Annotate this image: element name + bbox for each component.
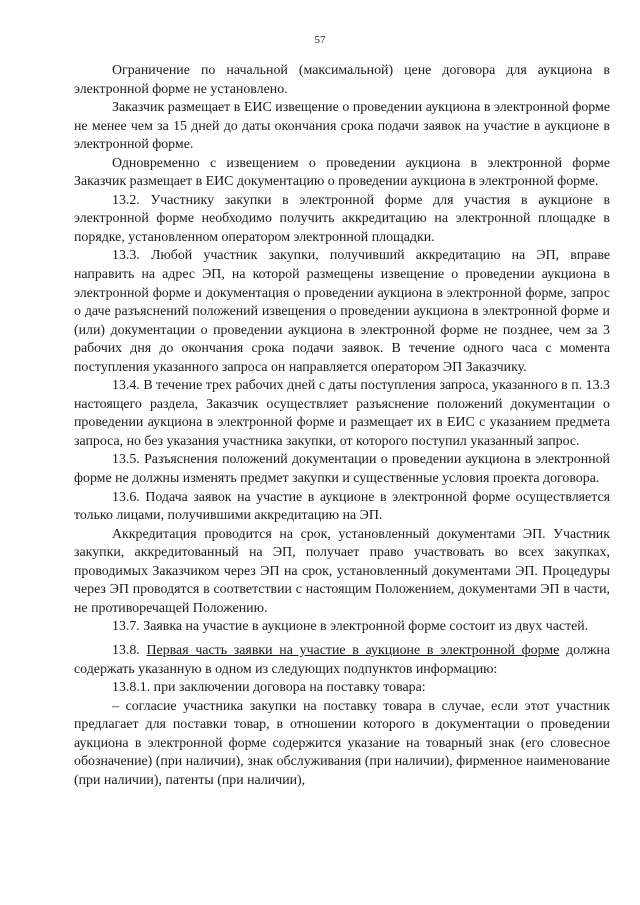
paragraph-documentation: Одновременно с извещением о проведении аукциона в электронной форме Заказчик размещает в ЕИС документацию о проведении аукциона в электронной форме.: [74, 155, 610, 190]
paragraph-accreditation: Аккредитация проводится на срок, установленный документами ЭП. Участник закупки, аккредитованный на ЭП, получает право участвовать во всех закупках, проводимых Заказчиком через ЭП на срок, установленный документами ЭП. Процедуры через ЭП проводятся в соответствии с настоящим Положением, документами ЭП в части, не противоречащей Положению.: [74, 526, 610, 616]
document-body: [74, 62, 610, 790]
paragraph-13-3: 13.3. Любой участник закупки, получивший аккредитацию на ЭП, вправе направить на адрес ЭП, на которой размещены извещение о проведении аукциона в электронной форме и документация о проведении аукциона в электронной форме, запрос о даче разъяснений положений извещения о проведении аукциона в электронной форме и (или) документации о проведении аукциона в электронной форме не позднее, чем за 3 рабочих дня до окончания срока подачи заявок. В течение одного часа с момента поступления указанного запроса он направляется оператором ЭП Заказчику.: [74, 248, 610, 375]
paragraph-notice-deadline: Заказчик размещает в ЕИС извещение о проведении аукциона в электронной форме не менее чем за 15 дней до даты окончания срока подачи заявок на участие в аукционе в электронной форме.: [74, 100, 610, 153]
paragraph-price-limit: Ограничение по начальной (максимальной) цене договора для аукциона в электронной форме не установлено.: [74, 63, 610, 97]
paragraph-13-2: 13.2. Участнику закупки в электронной форме для участия в аукционе в электронной форме необходимо получить аккредитацию на электронной площадке в порядке, установленном оператором электронной площадки.: [74, 192, 610, 245]
paragraph-13-4: 13.4. В течение трех рабочих дней с даты поступления запроса, указанного в п. 13.3 настоящего раздела, Заказчик осуществляет разъяснение положений документации о проведении аукциона в электронной форме и размещает их в ЕИС с указанием предмета запроса, но без указания участника закупки, от которого поступил указанный запрос.: [74, 378, 610, 449]
paragraph-13-8-underlined: Первая часть заявки на участие в аукционе в электронной форме: [146, 642, 560, 658]
paragraph-13-8: [74, 642, 610, 679]
page-number: 57: [314, 34, 326, 46]
paragraph-13-8-number: 13.8.: [112, 642, 147, 658]
paragraph-13-7: 13.7. Заявка на участие в аукционе в электронной форме состоит из двух частей.: [112, 619, 589, 635]
paragraph-13-6: 13.6. Подача заявок на участие в аукционе в электронной форме осуществляется только лицами, получившими аккредитацию на ЭП.: [74, 489, 610, 524]
paragraph-13-8-1: 13.8.1. при заключении договора на поставку товара:: [112, 680, 426, 696]
paragraph-13-5: 13.5. Разъяснения положений документации о проведении аукциона в электронной форме не должны изменять предмет закупки и существенные условия проекта договора.: [74, 452, 610, 487]
paragraph-consent: – согласие участника закупки на поставку товара в случае, если этот участник предлагает для поставки товар, в отношении которого в документации о проведении аукциона в электронной форме содержится указание на товарный знак (его словесное обозначение) (при наличии), знак обслуживания (при наличии), фирменное наименование (при наличии), патенты (при наличии),: [74, 698, 610, 788]
paragraph-13-8-rest: должна содержать указанную в одном из следующих подпунктов информацию:: [74, 642, 610, 677]
